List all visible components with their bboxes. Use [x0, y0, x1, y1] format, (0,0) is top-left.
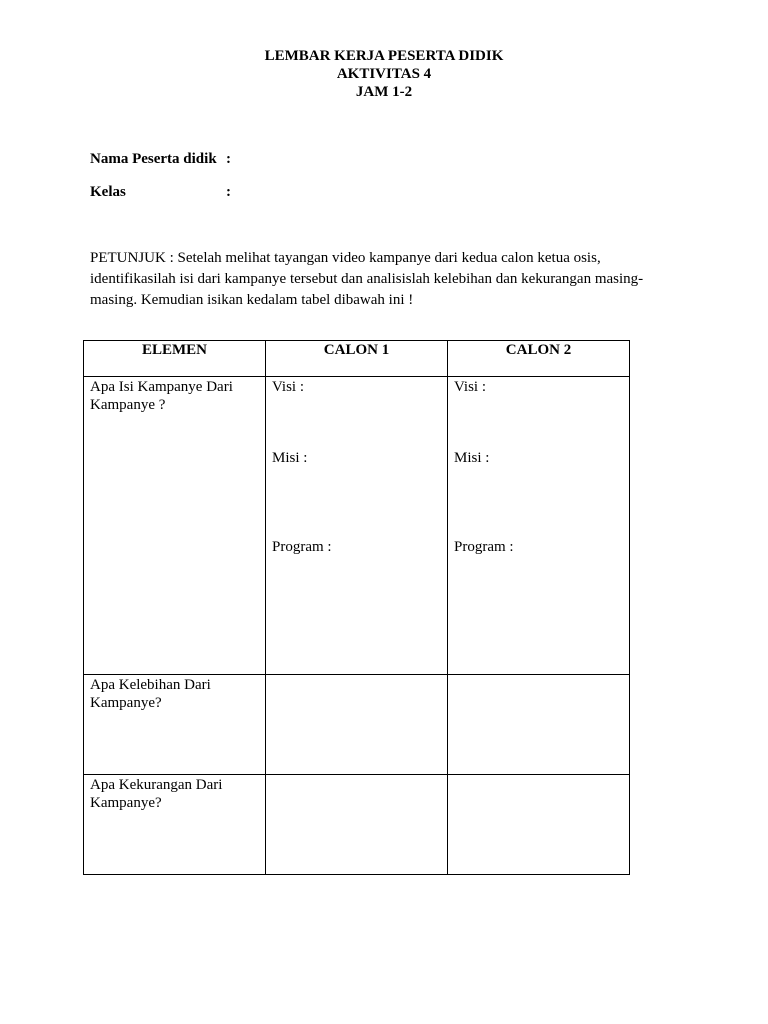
calon-1-misi-label: Misi : [272, 450, 308, 466]
worksheet-title: LEMBAR KERJA PESERTA DIDIK [264, 48, 504, 64]
header-calon-2: CALON 2 [448, 341, 630, 377]
calon-1-kelebihan-cell[interactable] [266, 675, 448, 775]
instructions-line-3: masing. Kemudian isikan kedalam tabel dibawah ini ! [90, 292, 414, 308]
worksheet-table [83, 340, 630, 875]
calon-2-program-label: Program : [454, 539, 514, 555]
activity-label: AKTIVITAS 4 [336, 66, 432, 82]
calon-1-isi-cell[interactable] [266, 377, 448, 675]
student-name-label: Nama Peserta didik [90, 151, 217, 167]
student-name-colon: : [226, 151, 231, 167]
calon-2-visi-label: Visi : [454, 379, 487, 395]
hour-label: JAM 1-2 [355, 84, 413, 100]
calon-2-isi-cell[interactable] [448, 377, 630, 675]
table-header-row [84, 341, 630, 377]
header-calon-1: CALON 1 [266, 341, 448, 377]
row-kekurangan-label: Apa Kekurangan Dari Kampanye? [84, 775, 266, 875]
calon-1-visi-label: Visi : [272, 379, 305, 395]
table-row [84, 377, 630, 675]
instructions-line-2: identifikasilah isi dari kampanye tersebut dan analisislah kelebihan dan kekurangan masing- [90, 271, 644, 287]
header-elemen: ELEMEN [84, 341, 266, 377]
instructions [90, 248, 650, 311]
instructions-line-1: PETUNJUK : Setelah melihat tayangan video kampanye dari kedua calon ketua osis, [90, 250, 601, 266]
class-field [90, 184, 231, 201]
table-row [84, 775, 630, 875]
row-isi-kampanye-label: Apa Isi Kampanye Dari Kampanye ? [84, 377, 266, 675]
class-label: Kelas [90, 184, 126, 200]
row-kelebihan-label: Apa Kelebihan Dari Kampanye? [84, 675, 266, 775]
table-row [84, 675, 630, 775]
calon-2-misi-label: Misi : [454, 450, 490, 466]
student-name-field [90, 151, 231, 168]
class-colon: : [226, 184, 231, 200]
calon-1-program-label: Program : [272, 539, 332, 555]
calon-1-kekurangan-cell[interactable] [266, 775, 448, 875]
calon-2-kekurangan-cell[interactable] [448, 775, 630, 875]
calon-2-kelebihan-cell[interactable] [448, 675, 630, 775]
